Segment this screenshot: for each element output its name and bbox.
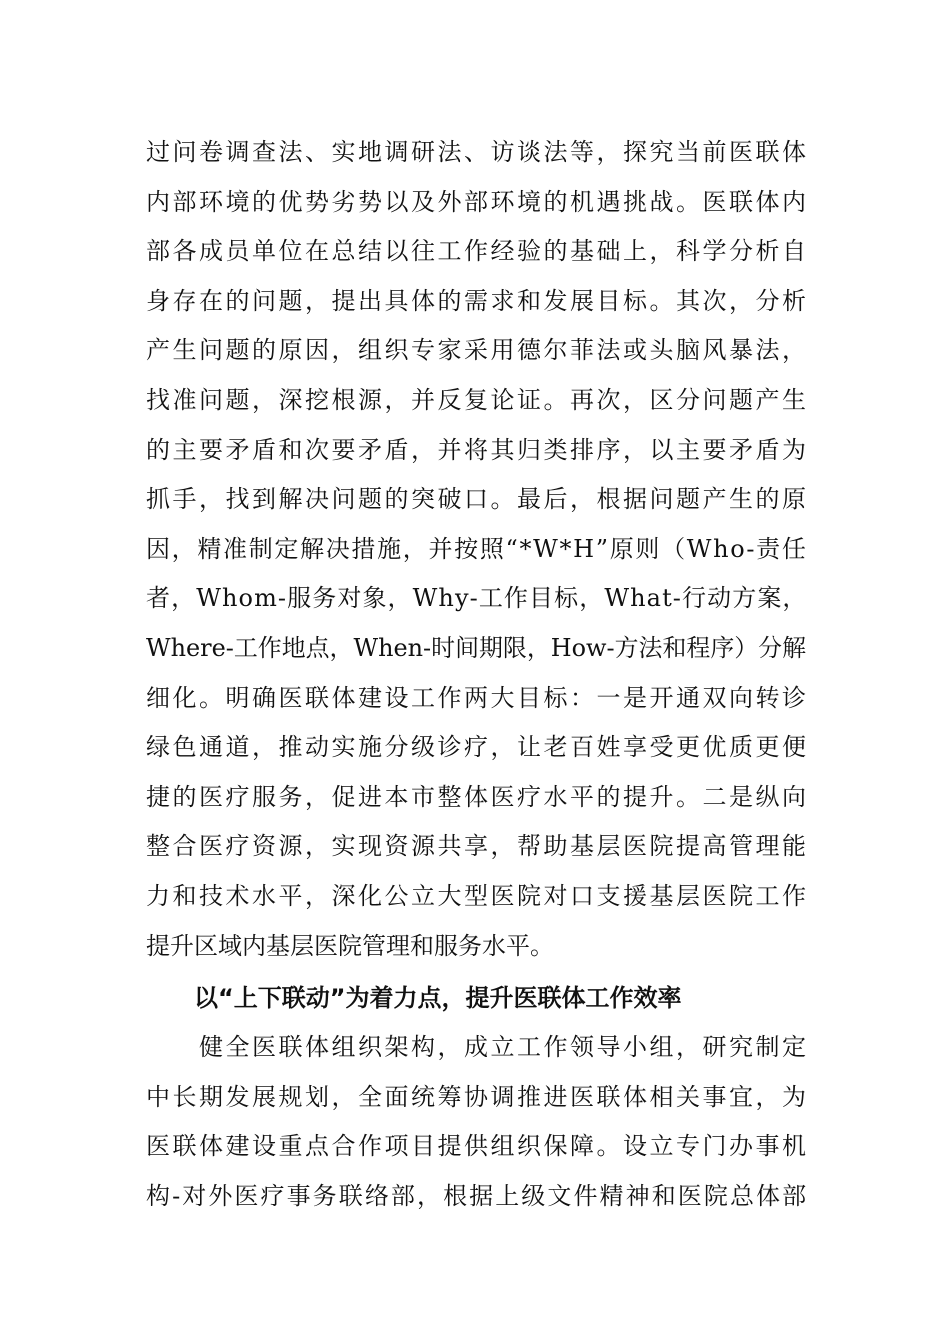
paragraph-line (146, 1023, 809, 1073)
line-text: 医联体建设重点合作项目提供组织保障。设立专门办事机 (146, 1132, 809, 1161)
paragraph-line (146, 178, 809, 228)
paragraph-line (146, 773, 809, 823)
line-text: 过问卷调查法、实地调研法、访谈法等，探究当前医联体 (146, 138, 809, 166)
paragraph-2 (146, 1023, 809, 1221)
paragraph-1 (146, 128, 809, 971)
line-text: 捷的医疗服务，促进本市整体医疗水平的提升。二是纵向 (146, 782, 809, 811)
paragraph-line (146, 922, 806, 972)
line-text: 健全医联体组织架构，成立工作领导小组，研究制定 (146, 1033, 809, 1061)
paragraph-line (146, 227, 809, 277)
line-text: Where-工作地点，When-时间期限，How-方法和程序）分解 (146, 633, 807, 662)
paragraph-line (146, 426, 809, 476)
line-text: 内部环境的优势劣势以及外部环境的机遇挑战。医联体内 (146, 187, 809, 216)
line-text: 构-对外医疗事务联络部，根据上级文件精神和医院总体部 (146, 1181, 809, 1210)
paragraph-line (146, 1122, 809, 1172)
paragraph-line (146, 277, 809, 327)
line-text: 提升区域内基层医院管理和服务水平。 (146, 931, 554, 960)
paragraph-line (146, 1172, 809, 1222)
paragraph-line (146, 674, 809, 724)
line-text: 的主要矛盾和次要矛盾，并将其归类排序，以主要矛盾为 (146, 435, 809, 464)
line-text: 绿色通道，推动实施分级诊疗，让老百姓享受更优质更便 (146, 733, 809, 762)
line-text: 部各成员单位在总结以往工作经验的基础上，科学分析自 (146, 237, 809, 266)
paragraph-line (146, 822, 809, 872)
paragraph-line (146, 1073, 809, 1123)
line-text: 者，Whom-服务对象，Why-工作目标，What-行动方案， (146, 584, 808, 613)
line-text: 找准问题，深挖根源，并反复论证。再次，区分问题产生 (146, 385, 809, 414)
line-text: 因，精准制定解决措施，并按照“*W*H”原则（Who-责任 (146, 534, 808, 563)
paragraph-line (146, 574, 806, 624)
paragraph-line (146, 326, 809, 376)
line-text: 细化。明确医联体建设工作两大目标：一是开通双向转诊 (146, 683, 809, 712)
line-text: 力和技术水平，深化公立大型医院对口支援基层医院工作 (146, 881, 809, 910)
paragraph-line (146, 475, 809, 525)
section-heading: 以“上下联动”为着力点，提升医联体工作效率 (194, 984, 682, 1012)
line-text: 身存在的问题，提出具体的需求和发展目标。其次，分析 (146, 286, 809, 315)
line-text: 抓手，找到解决问题的突破口。最后，根据问题产生的原 (146, 485, 809, 514)
paragraph-line (146, 872, 809, 922)
paragraph-line (146, 376, 809, 426)
paragraph-line (146, 128, 809, 178)
paragraph-line (146, 525, 806, 575)
line-text: 中长期发展规划，全面统筹协调推进医联体相关事宜，为 (146, 1082, 809, 1111)
paragraph-line (146, 723, 809, 773)
line-text: 整合医疗资源，实现资源共享，帮助基层医院提高管理能 (146, 832, 809, 861)
line-text: 产生问题的原因，组织专家采用德尔菲法或头脑风暴法， (146, 336, 809, 365)
paragraph-line (146, 624, 806, 674)
